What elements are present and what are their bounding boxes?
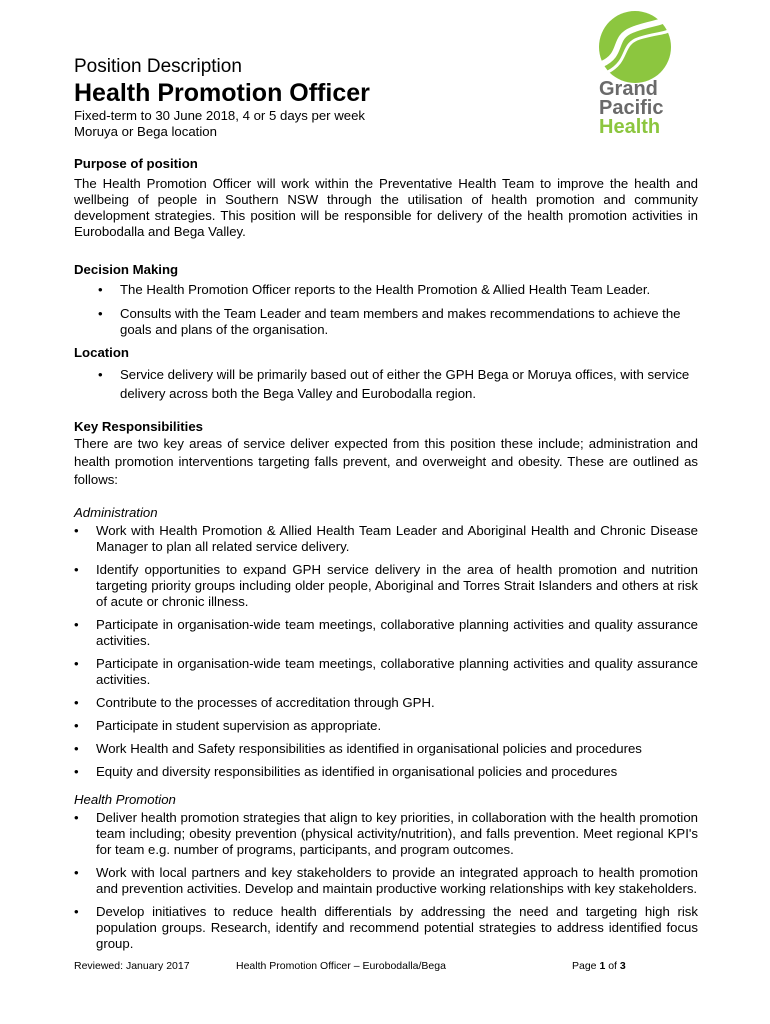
footer-document-name: Health Promotion Officer – Eurobodalla/Bega — [236, 960, 446, 972]
list-item: • Participate in student supervision as appropriate. — [74, 718, 698, 734]
list-item: • Contribute to the processes of accreditation through GPH. — [74, 695, 698, 711]
page-total: 3 — [619, 960, 626, 972]
logo-wordmark — [599, 80, 663, 137]
list-item: • Participate in organisation-wide team meetings, collaborative planning activities and quality assurance activities. — [74, 656, 698, 688]
page-label: Page — [572, 960, 597, 972]
list-item: • Consults with the Team Leader and team members and makes recommendations to achieve the goals and plans of the organisation. — [74, 306, 698, 338]
list-item: • Equity and diversity responsibilities as identified in organisational policies and procedures — [74, 764, 698, 780]
list-item: • Identify opportunities to expand GPH service delivery in the area of health promotion and nutrition targeting priority groups including older people, Aboriginal and Torres Strait Islanders and others at risk of acute or chronic illness. — [74, 562, 698, 610]
health-promotion-list — [74, 810, 698, 952]
list-item: • Participate in organisation-wide team meetings, collaborative planning activities and quality assurance activities. — [74, 617, 698, 649]
document-title: Health Promotion Officer — [74, 79, 370, 107]
list-item: • Work Health and Safety responsibilities as identified in organisational policies and procedures — [74, 741, 698, 757]
logo-word-pacific: Pacific — [599, 97, 664, 119]
decision-list — [74, 282, 698, 338]
location-list — [74, 365, 698, 403]
footer-reviewed: Reviewed: January 2017 — [74, 960, 190, 972]
page-current: 1 — [599, 960, 606, 972]
list-item: • Service delivery will be primarily based out of either the GPH Bega or Moruya offices, with service delivery across both the Bega Valley and Eurobodalla region. — [74, 365, 698, 403]
list-item: • Work with local partners and key stakeholders to provide an integrated approach to health promotion and prevention activities. Develop and maintain productive working relationships with key stakeholders. — [74, 865, 698, 897]
logo-word-health: Health — [599, 116, 661, 138]
document-subtitle: Position Description — [74, 56, 242, 77]
list-item: • Deliver health promotion strategies that align to key priorities, in collaboration with the health promotion team including; obesity prevention (physical activity/nutrition), and falls prevention. Meet regional KPI's for team e.g. number of programs, participants, and program outcomes. — [74, 810, 698, 858]
term-line: Fixed-term to 30 June 2018, 4 or 5 days per week — [74, 108, 366, 123]
list-item: • Develop initiatives to reduce health differentials by addressing the need and targeting high risk population groups. Research, identify and recommend potential strategies to address identified focus group. — [74, 904, 698, 952]
list-item: • Work with Health Promotion & Allied Health Team Leader and Aboriginal Health and Chronic Disease Manager to plan all related service delivery. — [74, 523, 698, 555]
decision-heading: Decision Making — [74, 262, 179, 277]
footer-page-number — [572, 960, 626, 972]
logo-word-grand: Grand — [599, 78, 658, 100]
key-responsibilities-heading: Key Responsibilities — [74, 419, 203, 434]
purpose-text: The Health Promotion Officer will work within the Preventative Health Team to improve the health and wellbeing of people in Southern NSW through the utilisation of health promotion and community development strategies. This position will be responsible for delivery of the health promotion activities in Eurobodalla and Bega Valley. — [74, 176, 698, 239]
list-item: • The Health Promotion Officer reports to the Health Promotion & Allied Health Team Leader. — [74, 282, 698, 298]
key-responsibilities-text: There are two key areas of service deliver expected from this position these include; administration and health promotion interventions targeting falls prevent, and overweight and obesity. These are outlined as follows: — [74, 436, 698, 487]
health-promotion-heading: Health Promotion — [74, 792, 176, 807]
location-line: Moruya or Bega location — [74, 124, 217, 139]
administration-list — [74, 523, 698, 780]
administration-heading: Administration — [74, 505, 158, 520]
document-body — [74, 156, 698, 952]
of-label: of — [608, 960, 617, 972]
purpose-heading: Purpose of position — [74, 156, 198, 171]
location-heading: Location — [74, 345, 129, 360]
position-meta — [74, 108, 365, 140]
